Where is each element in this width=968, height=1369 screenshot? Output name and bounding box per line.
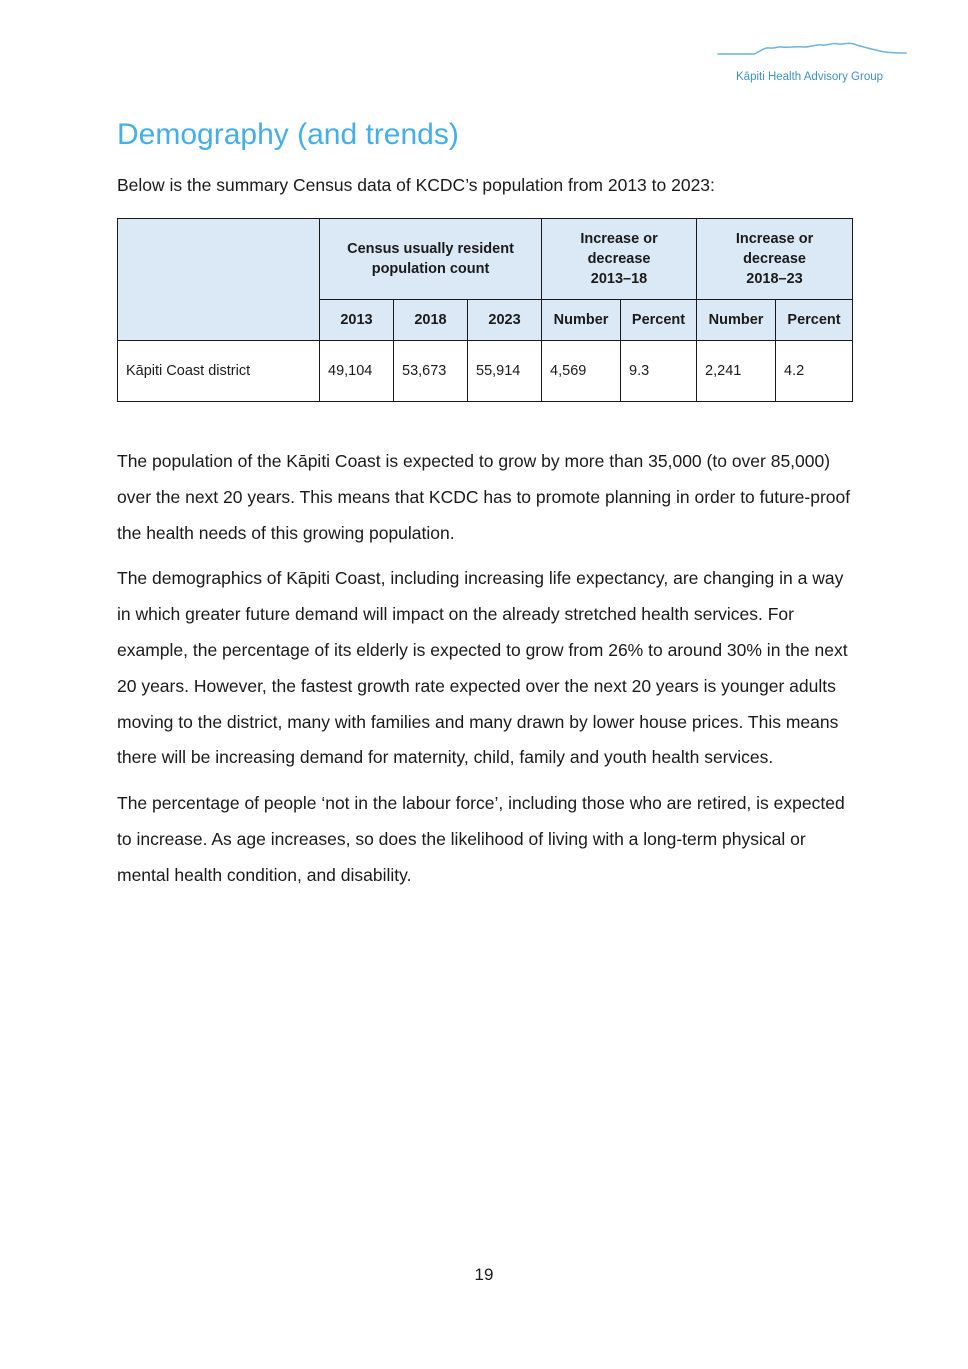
header-logo [716, 38, 908, 88]
group-header-change-2013-18-label: Increase or decrease 2013–18 [580, 231, 658, 287]
logo-text: Kāpiti Health Advisory Group [736, 71, 884, 83]
cell-number-2013-18: 4,569 [542, 341, 621, 402]
cell-2013: 49,104 [320, 341, 394, 402]
group-header-population-label: Census usually resident population count [347, 241, 514, 277]
mountain-logo-icon [716, 38, 908, 60]
paragraph-population-growth: The population of the Kāpiti Coast is expected to grow by more than 35,000 (to over 85,000) over the next 20 years. This means that KCDC has to promote planning in order to future-proof the health needs of this growing population. [117, 451, 851, 543]
cell-percent-2018-23: 4.2 [776, 341, 853, 402]
sub-header-2018: 2018 [394, 300, 468, 341]
sub-header-2023: 2023 [468, 300, 542, 341]
sub-header-number-2013-18: Number [542, 300, 621, 341]
group-header-change-2018-23-label: Increase or decrease 2018–23 [735, 231, 814, 287]
cell-2023: 55,914 [468, 341, 542, 402]
table-corner-cell [118, 219, 320, 341]
paragraph-demographics: The demographics of Kāpiti Coast, including increasing life expectancy, are changing in a way in which greater future demand will impact on the already stretched health services. For example, the percentage of its elderly is expected to grow from 26% to around 30% in the next 20 years. However, the fastest growth rate expected over the next 20 years is younger adults moving to the district, many with families and many drawn by lower house prices. This means there will be increasing demand for maternity, child, family and youth health services. [117, 568, 848, 768]
group-header-change-2013-18 [542, 219, 697, 300]
row-label: Kāpiti Coast district [118, 341, 320, 402]
page-number: 19 [474, 1265, 494, 1284]
census-table [117, 218, 853, 402]
cell-number-2018-23: 2,241 [697, 341, 776, 402]
table-group-header-row [118, 219, 853, 300]
paragraph-labour-force: The percentage of people ‘not in the labour force’, including those who are retired, is expected to increase. As age increases, so does the likelihood of living with a long-term physical or mental health condition, and disability. [117, 793, 845, 885]
group-header-population [320, 219, 542, 300]
sub-header-percent-2018-23: Percent [776, 300, 853, 341]
sub-header-number-2018-23: Number [697, 300, 776, 341]
intro-text: Below is the summary Census data of KCDC’s population from 2013 to 2023: [117, 175, 715, 195]
body-text [117, 444, 857, 904]
sub-header-2013: 2013 [320, 300, 394, 341]
table-row [118, 341, 853, 402]
cell-percent-2013-18: 9.3 [621, 341, 697, 402]
group-header-change-2018-23 [697, 219, 853, 300]
page-title: Demography (and trends) [117, 118, 459, 151]
cell-2018: 53,673 [394, 341, 468, 402]
sub-header-percent-2013-18: Percent [621, 300, 697, 341]
